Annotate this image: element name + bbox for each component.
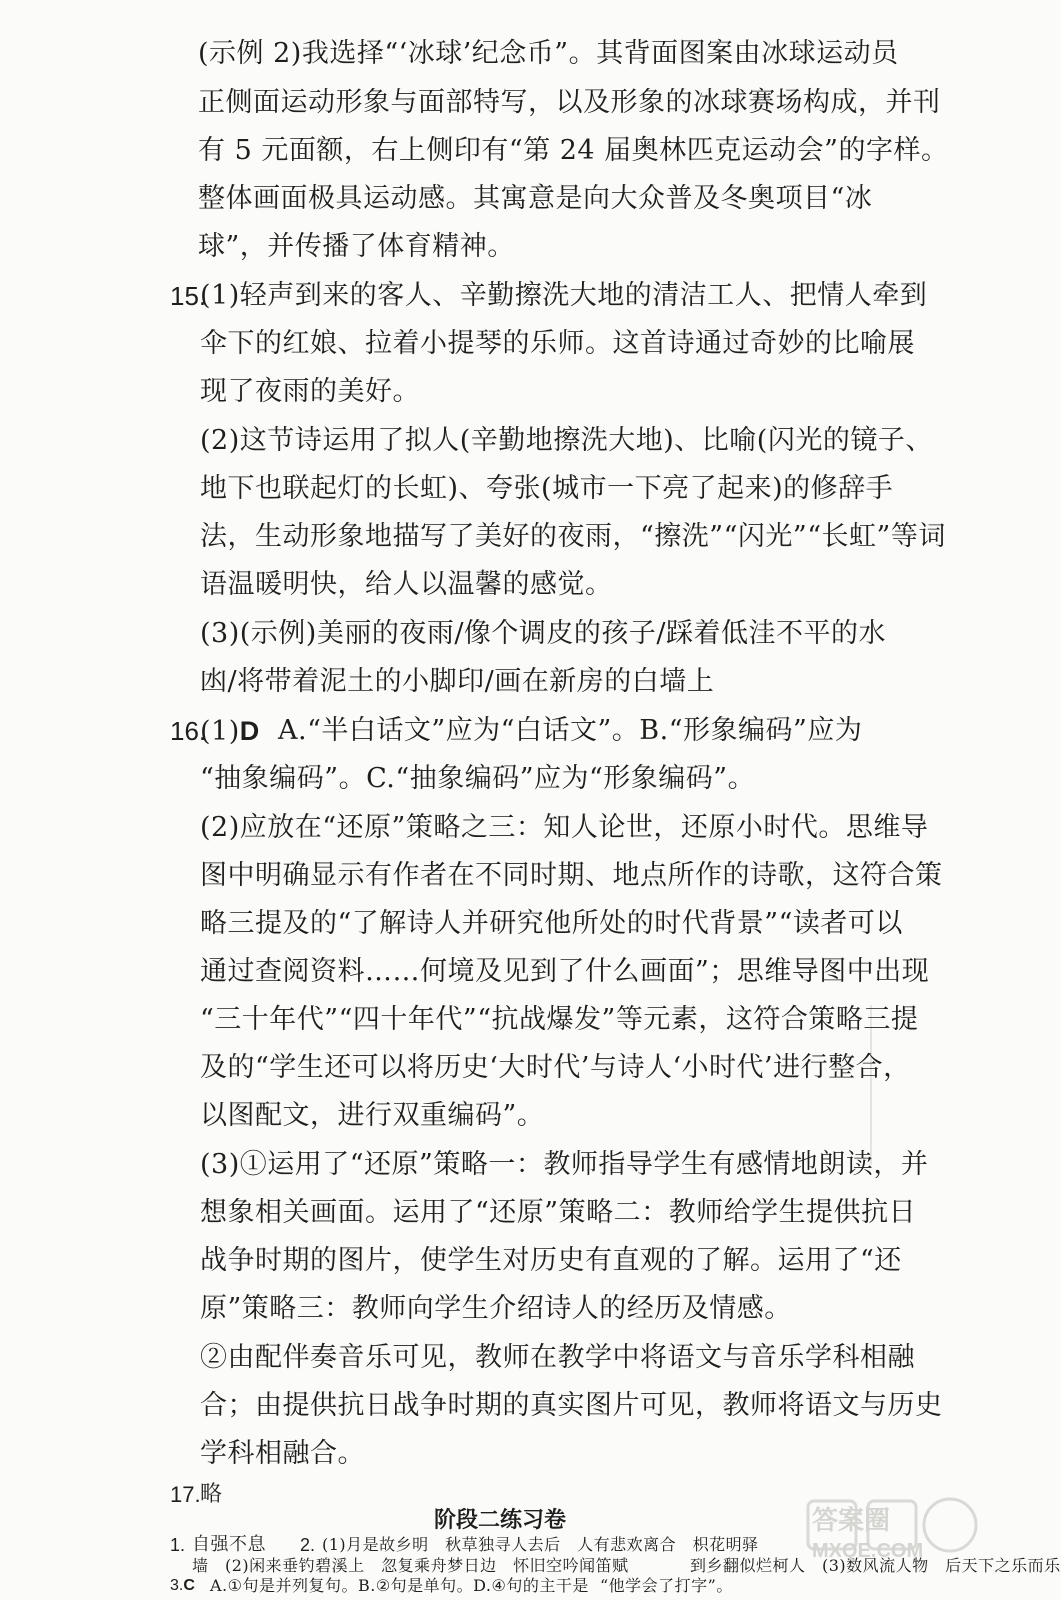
text-line: 略三提及的“了解诗人并研究他所处的时代背景”“读者可以 xyxy=(200,908,903,939)
text-line: “三十年代”“四十年代”“抗战爆发”等元素，这符合策略三提 xyxy=(200,1004,919,1035)
question-number-17: 17. xyxy=(170,1482,201,1507)
text-line: 自强不息 xyxy=(192,1534,266,1555)
text-line: (2)应放在“还原”策略之三：知人论世，还原小时代。思维导 xyxy=(200,812,929,843)
text-line: (1)轻声到来的客人、辛勤擦洗大地的清洁工人、把情人牵到 xyxy=(200,280,928,311)
answer-choice: D xyxy=(239,716,260,746)
section-title: 阶段二练习卷 xyxy=(433,1508,566,1533)
text-line: 地下也联起灯的长虹)、夸张(城市一下亮了起来)的修辞手 xyxy=(200,473,894,504)
text-line: A.①句是并列复句。B.②句是单句。D.④句的主干是 xyxy=(210,1576,589,1595)
text-line: 想象相关画面。运用了“还原”策略二：教师给学生提供抗日 xyxy=(200,1197,917,1228)
text-line: 学科相融合。 xyxy=(200,1438,365,1469)
watermark-url: MXQE.COM xyxy=(812,1540,924,1562)
text-line: 凼/将带着泥土的小脚印/画在新房的白墙上 xyxy=(200,666,715,697)
text-line: (3)(示例)美丽的夜雨/像个调皮的孩子/踩着低洼不平的水 xyxy=(200,618,887,649)
text-line: 球”，并传播了体育精神。 xyxy=(198,231,515,262)
question-number-2: 2. xyxy=(300,1535,316,1555)
text-line: 整体画面极具运动感。其寓意是向大众普及冬奥项目“冰 xyxy=(198,183,873,214)
text-line: 伞下的红娘、拉着小提琴的乐师。这首诗通过奇妙的比喻展 xyxy=(200,328,915,359)
text-line: 及的“学生还可以将历史‘大时代’与诗人‘小时代’进行整合， xyxy=(200,1052,911,1083)
text-line: 现了夜雨的美好。 xyxy=(200,376,420,407)
text-line: ②由配伴奏音乐可见，教师在教学中将语文与音乐学科相融 xyxy=(200,1342,915,1373)
text-line: 图中明确显示有作者在不同时期、地点所作的诗歌，这符合策 xyxy=(200,860,943,891)
text-line: “他学会了打字”。 xyxy=(600,1576,733,1595)
text-line: 有 5 元面额，右上侧印有“第 24 届奥林匹克运动会”的字样。 xyxy=(198,135,949,166)
sub-question-prefix: (1) xyxy=(200,716,240,747)
text-line: 法，生动形象地描写了美好的夜雨，“擦洗”“闪光”“长虹”等词 xyxy=(200,521,946,552)
text-line: A.“半白话文”应为“白话文”。B.“形象编码”应为 xyxy=(278,715,863,746)
text-line: “抽象编码”。C.“抽象编码”应为“形象编码”。 xyxy=(200,763,756,794)
text-line: 通过查阅资料……何境及见到了什么画面”；思维导图中出现 xyxy=(200,956,930,987)
text-line: 墙 (2)闲来垂钓碧溪上 忽复乘舟梦日边 怀旧空吟闻笛赋 xyxy=(192,1556,629,1575)
question-number-1: 1. xyxy=(170,1535,186,1555)
text-line: 略 xyxy=(200,1482,223,1507)
q3-number: 3. xyxy=(170,1577,184,1594)
text-line: (2)这节诗运用了拟人(辛勤地擦洗大地)、比喻(闪光的镜子、 xyxy=(200,425,933,456)
text-line: 语温暖明快，给人以温馨的感觉。 xyxy=(200,569,613,600)
text-line: 正侧面运动形象与面部特写，以及形象的冰球赛场构成，并刊 xyxy=(198,87,941,118)
question-number-15: 15. xyxy=(170,281,207,311)
text-line: (3)①运用了“还原”策略一：教师指导学生有感情地朗读，并 xyxy=(200,1149,929,1180)
answer-choice: C xyxy=(183,1577,195,1594)
text-line: 以图配文，进行双重编码”。 xyxy=(200,1100,545,1131)
text-line: (示例 2)我选择“‘冰球’纪念币”。其背面图案由冰球运动员 xyxy=(198,38,899,69)
text-line: (1)月是故乡明 秋草独寻人去后 人有悲欢离合 枳花明驿 xyxy=(322,1535,759,1554)
text-line: 到乡翻似烂柯人 (3)数风流人物 后天下之乐而乐 xyxy=(690,1556,1061,1575)
text-line: 合；由提供抗日战争时期的真实图片可见，教师将语文与历史 xyxy=(200,1390,943,1421)
text-line: 战争时期的图片，使学生对历史有直观的了解。运用了“还 xyxy=(200,1245,902,1276)
question-number-16: 16. xyxy=(170,716,207,746)
watermark-text: 答案圈 xyxy=(812,1506,891,1536)
text-line: 原”策略三：教师向学生介绍诗人的经历及情感。 xyxy=(200,1293,792,1324)
